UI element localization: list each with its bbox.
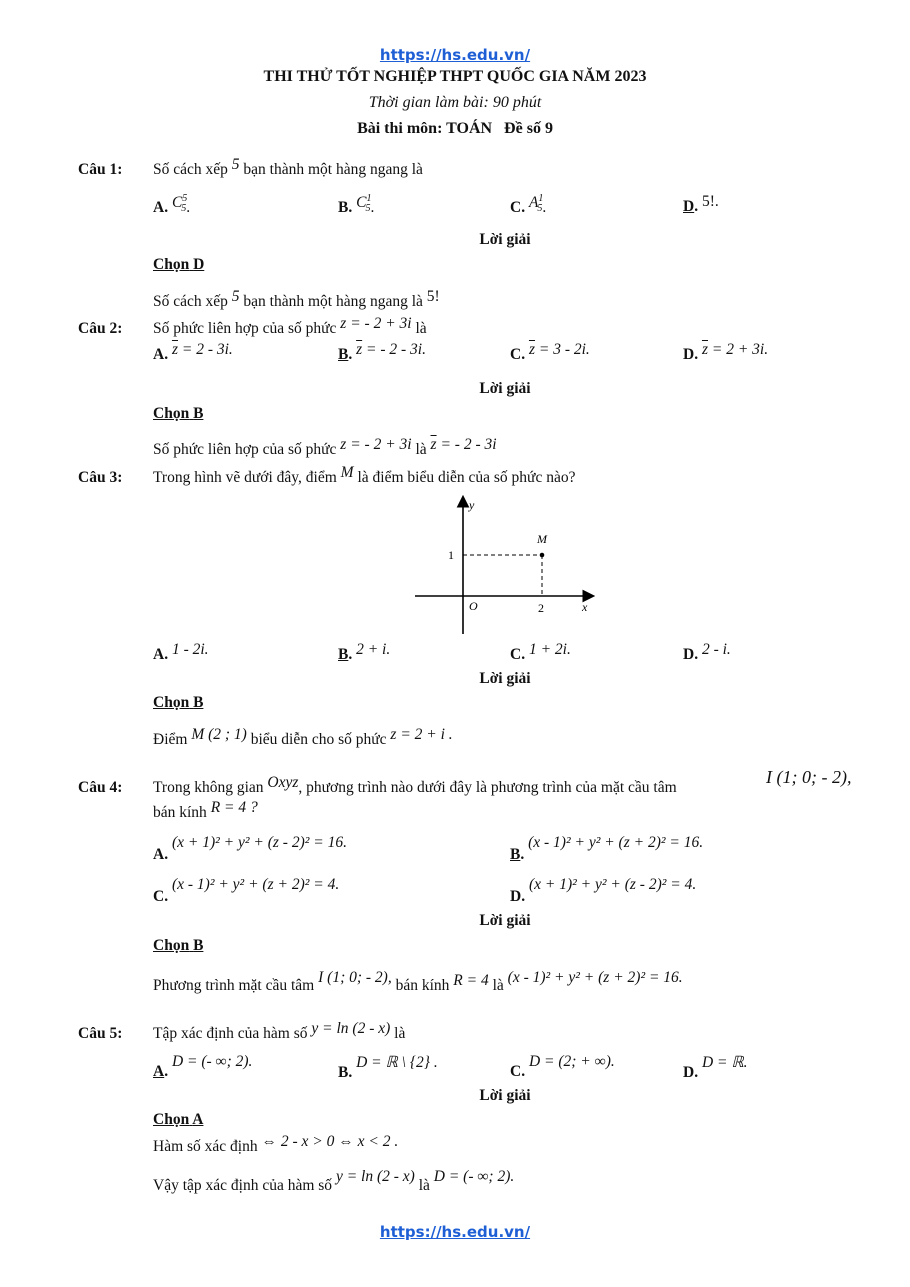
point-m (540, 553, 545, 558)
option-b: B. $C^1_5$. (338, 193, 375, 217)
solution-heading: Lời giải (479, 912, 531, 929)
y-label: y (469, 498, 475, 512)
complex-plane-figure (410, 492, 600, 637)
exam-subject: Bài thi môn: TOÁN Đề số 9 (357, 120, 553, 137)
question-text: Trong không gian Oxyz, phương trình nào dưới đây là phương trình của mặt cầu tâm (153, 774, 677, 796)
answer-choice: Chọn D (153, 256, 205, 273)
option-b: B. $\overline{z}$ = - 2 - 3i. (338, 341, 426, 363)
option-b: B. (x - 1)² + y² + (z + 2)² = 16. (510, 834, 704, 863)
option-c: C. $\overline{z} = 3 - 2i$. (510, 341, 590, 363)
option-d: D. $\overline{z} = 2 + 3i$. (683, 341, 769, 363)
answer-choice: Chọn B (153, 694, 204, 711)
answer-choice: Chọn B (153, 937, 204, 954)
solution-text: Số cách xếp 5 bạn thành một hàng ngang là 5! (153, 288, 440, 310)
center-i: I (1; 0; - 2), (766, 767, 852, 787)
point-m-label: M (537, 532, 547, 546)
tick-y-1: 1 (448, 548, 454, 562)
answer-choice: Chọn B (153, 405, 204, 422)
solution-heading: Lời giải (479, 231, 531, 248)
option-c: C. $A^1_5$. (510, 193, 547, 217)
exam-title: THI THỬ TỐT NGHIỆP THPT QUỐC GIA NĂM 2023 (263, 68, 647, 85)
solution-text: Số phức liên hợp của số phức z = - 2 + 3i là $\overline{z}$ = - 2 - 3i (153, 436, 497, 458)
option-b: B. D = ℝ \ {2} . (338, 1054, 438, 1081)
origin-label: O (469, 599, 478, 613)
option-a: A. D = (- ∞; 2). (153, 1053, 253, 1080)
solution-heading: Lời giải (479, 670, 531, 687)
solution-text-2: Vậy tập xác định của hàm số y = ln (2 - x) là D = (- ∞; 2). (153, 1168, 515, 1194)
solution-text: Phương trình mặt cầu tâm I (1; 0; - 2), bán kính R = 4 là (x - 1)² + y² + (z + 2)² = 16. (153, 969, 683, 994)
option-c: C. D = (2; + ∞). (510, 1053, 615, 1080)
question-text: Số cách xếp 5 bạn thành một hàng ngang là (153, 156, 423, 178)
solution-heading: Lời giải (479, 380, 531, 397)
header-link[interactable]: https://hs.edu.vn/ (379, 46, 531, 64)
answer-choice: Chọn A (153, 1111, 204, 1128)
question-text: Tập xác định của hàm số y = ln (2 - x) là (153, 1020, 406, 1042)
solution-text: Hàm số xác định ⇔ 2 - x > 0 ⇔ x < 2 . (153, 1133, 399, 1155)
exam-time: Thời gian làm bài: 90 phút (368, 94, 542, 111)
question-text: Số phức liên hợp của số phức z = - 2 + 3i là (153, 315, 427, 337)
question-number: Câu 3: (78, 469, 123, 486)
footer-link[interactable]: https://hs.edu.vn/ (379, 1223, 531, 1241)
question-number: Câu 4: (78, 779, 123, 796)
question-text: Trong hình vẽ dưới đây, điểm M là điểm biểu diễn của số phức nào? (153, 464, 576, 486)
solution-text: Điểm M (2 ; 1) biểu diễn cho số phức z = 2 + i . (153, 726, 453, 748)
option-a: A. (x + 1)² + y² + (z - 2)² = 16. (153, 834, 347, 863)
option-c: C. 1 + 2i. (510, 641, 571, 663)
question-text-2: bán kính R = 4 ? (153, 799, 258, 821)
option-d: D. 5!. (683, 193, 719, 215)
option-b: B. 2 + i. (338, 641, 391, 663)
solution-heading: Lời giải (479, 1087, 531, 1104)
option-a: A. 1 - 2i. (153, 641, 209, 663)
option-a: A. $\overline{z} = 2 - 3i$. (153, 341, 233, 363)
x-label: x (582, 600, 588, 614)
tick-x-2: 2 (538, 601, 544, 615)
question-number: Câu 5: (78, 1025, 123, 1042)
question-number: Câu 2: (78, 320, 123, 337)
option-d: D. (x + 1)² + y² + (z - 2)² = 4. (510, 876, 697, 905)
option-c: C. (x - 1)² + y² + (z + 2)² = 4. (153, 876, 340, 905)
option-d: D. D = ℝ. (683, 1054, 748, 1081)
question-number: Câu 1: (78, 161, 123, 178)
option-a: A. $C^5_5$. (153, 193, 191, 217)
option-d: D. 2 - i. (683, 641, 731, 663)
